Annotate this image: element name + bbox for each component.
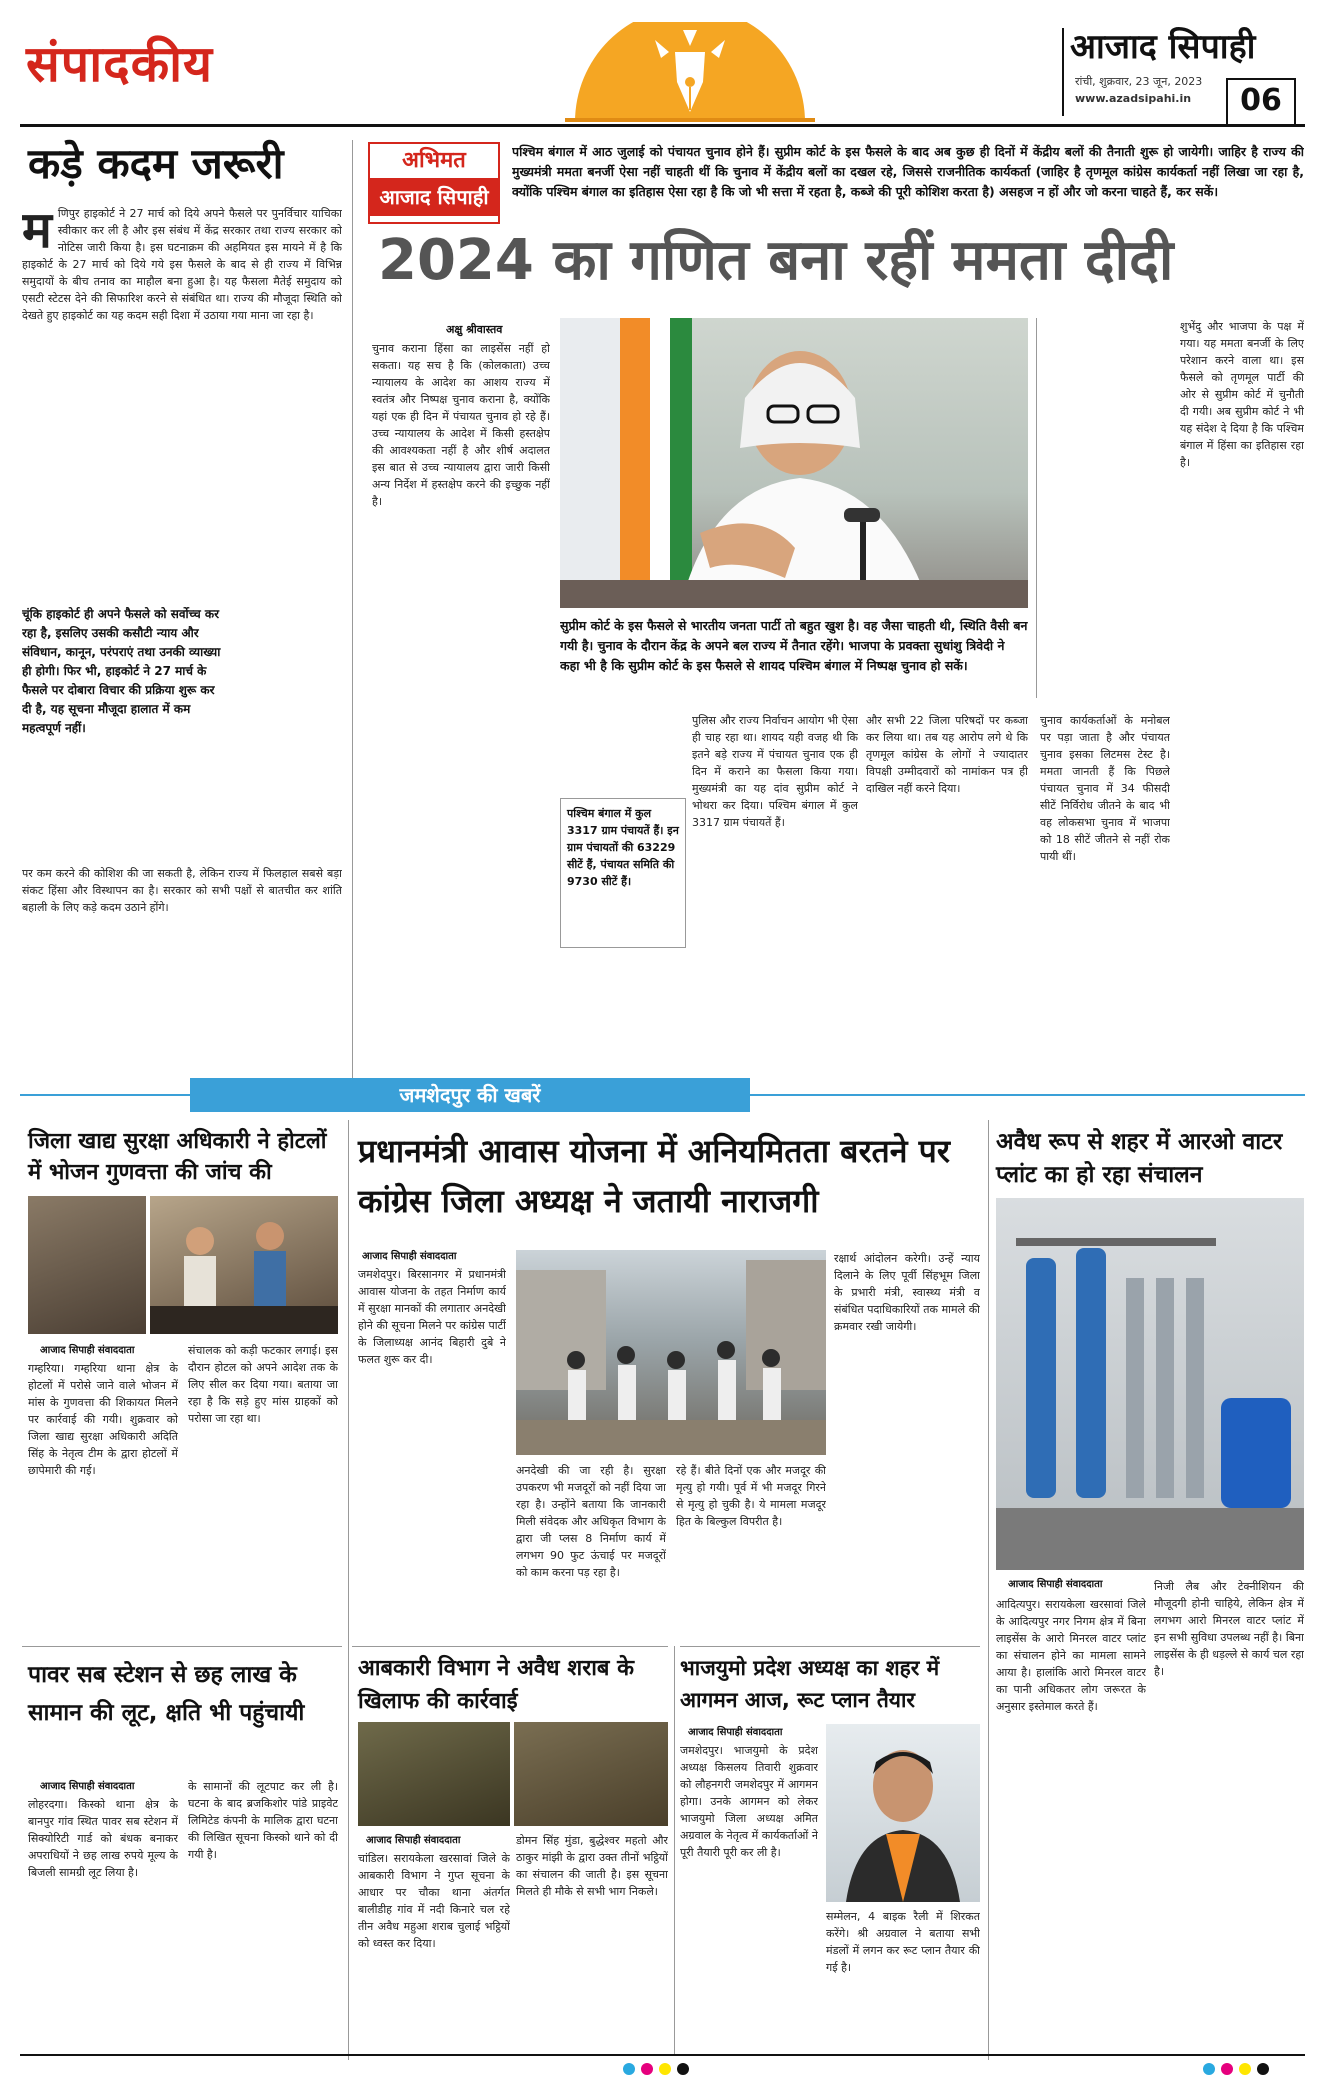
editorial-body bbox=[22, 205, 342, 585]
opinion-label-bottom: आजाद सिपाही bbox=[370, 178, 498, 216]
page-number bbox=[1226, 78, 1296, 126]
bjym-headline: भाजयुमो प्रदेश अध्यक्ष का शहर में आगमन आज, रूट प्लान तैयार bbox=[680, 1656, 940, 1712]
food-photo-1 bbox=[28, 1196, 146, 1334]
food-photo-2 bbox=[150, 1196, 338, 1334]
excise-body-2: डोमन सिंह मुंडा, बुद्धेश्वर महतो और ठाकुर मांझी के द्वारा उक्त तीनों भट्ठियों का संचालन की जाती है। इस सूचना मिलते ही मौके से सभी भाग निकले। bbox=[516, 1834, 668, 1898]
portrait-figure-icon bbox=[826, 1724, 980, 1902]
masthead bbox=[0, 0, 1325, 128]
story-rule-bjym bbox=[680, 1646, 980, 1647]
opinion-col-divider bbox=[1036, 318, 1037, 698]
registration-marks-right bbox=[1200, 2060, 1272, 2079]
stat-box-text: पश्चिम बंगाल में कुल 3317 ग्राम पंचायतें हैं। इन ग्राम पंचायतों की 63229 सीटें हैं, पंचायत समिति की 9730 सीटें हैं। bbox=[567, 807, 679, 888]
excise-headline: आबकारी विभाग ने अवैध शराब के खिलाफ की कार्रवाई bbox=[358, 1656, 635, 1714]
section-banner bbox=[190, 1078, 750, 1112]
dateline: रांची, शुक्रवार, 23 जून, 2023 bbox=[1075, 75, 1203, 88]
officials-figure-icon bbox=[150, 1196, 338, 1334]
masthead-divider bbox=[1062, 28, 1064, 116]
sun-nib-emblem-icon bbox=[565, 22, 815, 122]
dot-cyan-icon bbox=[1203, 2063, 1215, 2075]
speaker-figure-icon bbox=[560, 318, 1028, 608]
dot-black-icon bbox=[677, 2063, 689, 2075]
food-headline: जिला खाद्य सुरक्षा अधिकारी ने होटलों में भोजन गुणवत्ता की जांच की bbox=[28, 1129, 327, 1185]
story-rule-excise bbox=[352, 1646, 668, 1647]
footer-rule bbox=[20, 2054, 1305, 2056]
site-visit-figure-icon bbox=[516, 1250, 826, 1455]
website: www.azadsipahi.in bbox=[1075, 92, 1192, 105]
editorial-body-2: पर कम करने की कोशिश की जा सकती है, लेकिन राज्य में फिलहाल सबसे बड़ा संकट हिंसा और विस्थापन का है। सरकार को सभी पक्षों से बातचीत कर शांति बहाली के लिए कड़े कदम उठाने होंगे। bbox=[22, 866, 342, 914]
dot-yellow-icon bbox=[659, 2063, 671, 2075]
registration-marks-left bbox=[620, 2060, 692, 2079]
power-headline: पावर सब स्टेशन से छह लाख के सामान की लूट, क्षति भी पहुंचायी bbox=[28, 1662, 305, 1726]
masthead-rule bbox=[20, 124, 1305, 127]
mamata-photo bbox=[560, 318, 1028, 608]
opinion-col-3: और सभी 22 जिला परिषदों पर कब्जा कर लिया था। तब यह आरोप लगे थे कि तृणमूल कांग्रेस के लोगों ने ज्यादातर विपक्षी उम्मीदवारों को नामांकन पत्र ही दाखिल नहीं करने दिया। bbox=[866, 714, 1028, 795]
opinion-byline: अक्षु श्रीवास्तव bbox=[446, 323, 503, 336]
photo-caption: सुप्रीम कोर्ट के इस फैसले से भारतीय जनता पार्टी तो बहुत खुश है। वह जैसा चाहती थी, स्थिति वैसी बन गयी है। चुनाव के दौरान केंद्र के अपने बल राज्य में तैनात रहेंगे। भाजपा के प्रवक्ता सुधांशु त्रिवेदी ने कहा भी है कि सुप्रीम कोर्ट के इस फैसले से शायद पश्चिम बंगाल में निष्पक्ष चुनाव हो सकें। bbox=[560, 618, 1028, 673]
editorial-pull-quote: चूंकि हाइकोर्ट ही अपने फैसले को सर्वोच्च कर रहा है, इसलिए उसकी कसौटी न्याय और संविधान, कानून, परंपराएं तथा उनकी व्याख्या ही होगी। फिर भी, हाइकोर्ट ने 27 मार्च के फैसले पर दोबारा विचार की प्रक्रिया शुरू कर दी है, यह सूचना मौजूदा हालात में कम महत्वपूर्ण नहीं। bbox=[22, 606, 221, 735]
pmay-body-4: रहे हैं। बीते दिनों एक और मजदूर की मृत्यु हो गयी। पूर्व में भी मजदूर गिरने से मृत्यु हो चुकी है। ये मामला मजदूर हित के बिल्कुल विपरीत है। bbox=[676, 1464, 826, 1528]
news-divider-1 bbox=[348, 1120, 349, 2060]
drop-cap: म bbox=[22, 204, 52, 259]
opinion-col-4: चुनाव कार्यकर्ताओं के मनोबल पर पड़ा जाता है और पंचायत चुनाव इसका लिटमस टेस्ट है। ममता जानती हैं कि पिछले पंचायत चुनाव में 34 फीसदी सीटें निर्विरोध जीतने के बाद भी वह लोकसभा चुनाव में भाजपा को 18 सीटें जीतने से नहीं रोक पायी थीं। bbox=[1040, 714, 1170, 863]
excise-body: चांडिल। सरायकेला खरसावां जिले के आबकारी विभाग ने गुप्त सूचना के आधार पर चौका थाना अंतर्गत बालीडीह गांव में नदी किनारे चल रहे तीन अवैध महुआ शराब चुलाई भट्ठियों को ध्वस्त कर दिया। bbox=[358, 1852, 510, 1950]
dot-yellow-icon bbox=[1239, 2063, 1251, 2075]
ro-body-2: निजी लैब और टेक्नीशियन की मौजूदगी होनी चाहिये, लेकिन क्षेत्र में लगभग आरो मिनरल वाटर प्लांट में इन सभी सुविधा उपलब्ध नहीं है। बिना लाइसेंस के ही धड़ल्ले से कार्य चल रहा है। bbox=[1154, 1580, 1304, 1678]
excise-photo-2 bbox=[514, 1722, 668, 1826]
ro-photo bbox=[996, 1198, 1304, 1570]
opinion-col-1: चुनाव कराना हिंसा का लाइसेंस नहीं हो सकता। यह सच है कि (कोलकाता) उच्च न्यायालय के आदेश का आशय राज्य में स्वतंत्र और निष्पक्ष चुनाव कराना है, क्योंकि यहां एक ही दिन में पंचायत चुनाव हो रहे हैं। उच्च न्यायालय के आदेश में किसी हस्तक्षेप की आवश्यकता नहीं है और शीर्ष अदालत इस बात से उच्च न्यायालय द्वारा जारी किसी अन्य निर्देश में हस्तक्षेप करने की इच्छुक नहीं है। bbox=[372, 342, 550, 508]
opinion-col-2: पुलिस और राज्य निर्वाचन आयोग भी ऐसा ही चाह रहा था। शायद यही वजह थी कि इतने बड़े राज्य में पंचायत चुनाव एक ही दिन में कराने का फैसला किया गया। मुख्यमंत्री का यह दांव सुप्रीम कोर्ट ने भोथरा कर दिया। पश्चिम बंगाल में कुल 3317 ग्राम पंचायतें हैं। bbox=[692, 714, 858, 829]
paper-name: आजाद सिपाही bbox=[1070, 27, 1256, 67]
pmay-headline: प्रधानमंत्री आवास योजना में अनियमितता बरतने पर कांग्रेस जिला अध्यक्ष ने जतायी नाराजगी bbox=[358, 1132, 950, 1220]
ro-byline: आजाद सिपाही संवाददाता bbox=[1008, 1579, 1103, 1590]
bjym-byline: आजाद सिपाही संवाददाता bbox=[688, 1727, 783, 1738]
excise-photo-1 bbox=[358, 1722, 510, 1826]
bjym-body-2: सम्मेलन, 4 बाइक रैली में शिरकत करेंगे। श्री अग्रवाल ने बताया सभी मंडलों में लगन कर रूट प्लान तैयार की गई है। bbox=[826, 1910, 980, 1974]
ro-plant-figure-icon bbox=[996, 1198, 1304, 1570]
food-body: गम्हरिया। गम्हरिया थाना क्षेत्र के होटलों में परोसे जाने वाले भोजन में मांस के गुणवत्ता की शिकायत मिलने पर कार्रवाई की गयी। शुक्रवार को जिला खाद्य सुरक्षा अधिकारी अदिति सिंह के नेतृत्व टीम के द्वारा होटलों में छापेमारी की गई। bbox=[28, 1362, 178, 1477]
opinion-label bbox=[368, 142, 500, 224]
excise-byline: आजाद सिपाही संवाददाता bbox=[366, 1835, 461, 1846]
power-body: लोहरदगा। किस्को थाना क्षेत्र के बानपुर गांव स्थित पावर सब स्टेशन में सिक्योरिटी गार्ड को बंधक बनाकर अपराधियों ने छह लाख रुपये मूल्य के बिजली सामग्री लूट लिया है। bbox=[28, 1798, 178, 1879]
pmay-body: जमशेदपुर। बिरसानगर में प्रधानमंत्री आवास योजना के तहत निर्माण कार्य में सुरक्षा मानकों की लगातार अनदेखी होने की सूचना मिलने पर कांग्रेस पार्टी के जिलाध्यक्ष आनंद बिहारी दुबे ने फलत शुरू कर दी। bbox=[358, 1268, 506, 1366]
opinion-label-top: अभिमत bbox=[402, 148, 466, 173]
story-rule-power bbox=[22, 1646, 342, 1647]
opinion-headline: 2024 का गणित बना रहीं ममता दीदी bbox=[378, 228, 1174, 293]
pmay-body-2: रक्षार्थ आंदोलन करेगी। उन्हें न्याय दिलाने के लिए पूर्वी सिंहभूम जिला के प्रभारी मंत्री, स्वास्थ्य मंत्री व संबंधित पदाधिकारियों तक मामले की क्रमवार रखी जायेगी। bbox=[834, 1252, 980, 1333]
editorial-headline: कड़े कदम जरूरी bbox=[28, 139, 284, 188]
opinion-intro: पश्चिम बंगाल में आठ जुलाई को पंचायत चुनाव होने हैं। सुप्रीम कोर्ट के इस फैसले के बाद अब कुछ ही दिनों में केंद्रीय बलों की तैनाती शुरू हो जायेगी। जाहिर है राज्य की मुख्यमंत्री ममता बनर्जी ऐसा नहीं चाहती थीं कि चुनाव में केंद्रीय बलों का दखल रहे, जिससे राजनीतिक कार्यकर्ता (जाहिर है तृणमूल कांग्रेस कार्यकर्ता नहीं लिखा जा रहा है, क्योंकि पश्चिम बंगाल का इतिहास ऐसा रहा है कि जो भी सत्ता में रहता है, कब्जे की पूरी कोशिश करता है) असहज न हों और जो करना चाहते हैं, कर सकें। bbox=[512, 144, 1304, 199]
dot-black-icon bbox=[1257, 2063, 1269, 2075]
opinion-col-5: शुभेंदु और भाजपा के पक्ष में गया। यह ममता बनर्जी के लिए परेशान करने वाला था। इस फैसले को तृणमूल पार्टी की ओर से सुप्रीम कोर्ट में चुनौती दी गयी। अब सुप्रीम कोर्ट ने भी यह संदेश दे दिया है कि पश्चिम बंगाल में हिंसा का इतिहास रहा है। bbox=[1180, 320, 1304, 469]
dot-magenta-icon bbox=[641, 2063, 653, 2075]
pmay-body-3: अनदेखी की जा रही है। सुरक्षा उपकरण भी मजदूरों को नहीं दिया जा रहा है। उन्होंने बताया कि जानकारी मिली संवेदक और अधिकृत विभाग के द्वारा जी प्लस 8 निर्माण कार्य में लगभग 90 फुट ऊंचाई पर मजदूरों को काम करना पड़ रहा है। bbox=[516, 1464, 666, 1579]
dot-cyan-icon bbox=[623, 2063, 635, 2075]
stat-box bbox=[560, 798, 686, 948]
ro-headline: अवैध रूप से शहर में आरओ वाटर प्लांट का हो रहा संचालन bbox=[996, 1129, 1283, 1188]
ro-body: आदित्यपुर। सरायकेला खरसावां जिले के आदित्यपुर नगर निगम क्षेत्र में बिना लाइसेंस के आरो मिनरल वाटर प्लांट का संचालन होने का मामला सामने आया है। हालांकि आरो मिनरल वाटर का पानी अधिकतर लोग जरूरत के अनुसार इस्तेमाल करते हैं। bbox=[996, 1598, 1146, 1713]
section-banner-text: जमशेदपुर की खबरें bbox=[399, 1083, 541, 1107]
news-divider-3 bbox=[674, 1646, 675, 2056]
power-byline: आजाद सिपाही संवाददाता bbox=[40, 1781, 135, 1792]
bjym-photo bbox=[826, 1724, 980, 1902]
column-divider bbox=[352, 140, 353, 1080]
pmay-byline: आजाद सिपाही संवाददाता bbox=[362, 1251, 457, 1262]
bjym-body: जमशेदपुर। भाजयुमो के प्रदेश अध्यक्ष किसलय तिवारी शुक्रवार को लौहनगरी जमशेदपुर में आगमन होगा। उनके आगमन को लेकर भाजयुमो जिला अध्यक्ष अमित अग्रवाल के नेतृत्व में कार्यकर्ताओं ने पूरी तैयारी पूरी कर ली है। bbox=[680, 1744, 818, 1859]
food-byline: आजाद सिपाही संवाददाता bbox=[40, 1345, 135, 1356]
news-divider-2 bbox=[988, 1120, 989, 2060]
editorial-column bbox=[22, 138, 342, 1088]
pmay-photo bbox=[516, 1250, 826, 1455]
food-body-2: संचालक को कड़ी फटकार लगाई। इस दौरान होटल को अपने आदेश तक के लिए सील कर दिया गया। बताया जा रहा है कि सड़े हुए मांस ग्राहकों को परोसा जा रहा था। bbox=[188, 1344, 338, 1425]
section-title: संपादकीय bbox=[26, 35, 214, 93]
page-number-value: 06 bbox=[1240, 83, 1282, 118]
power-body-2: के सामानों की लूटपाट कर ली है। घटना के बाद ब्रजकिशोर पांडे प्राइवेट लिमिटेड कंपनी के मालिक द्वारा घटना की लिखित सूचना किस्को थाने को दी गयी है। bbox=[188, 1780, 338, 1861]
dot-magenta-icon bbox=[1221, 2063, 1233, 2075]
editorial-body-text: णिपुर हाइकोर्ट ने 27 मार्च को दिये अपने फैसले पर पुनर्विचार याचिका स्वीकार कर ली है और इस संबंध में केंद्र सरकार तथा राज्य सरकार को नोटिस जारी किया है। इस घटनाक्रम की अहमियत इस मायने में है कि हाइकोर्ट के 27 मार्च को दिये गये इस फैसले के बाद से ही राज्य में विभिन्न समुदायों के बीच तनाव का माहौल बना हुआ है। यह फैसला मैतेई समुदाय को एसटी स्टेटस देने की सिफारिश करने से संबंधित था। राज्य की मौजूदा स्थिति को देखते हुए हाइकोर्ट का यह कदम सही दिशा में उठाया गया माना जा रहा है। bbox=[22, 206, 342, 322]
